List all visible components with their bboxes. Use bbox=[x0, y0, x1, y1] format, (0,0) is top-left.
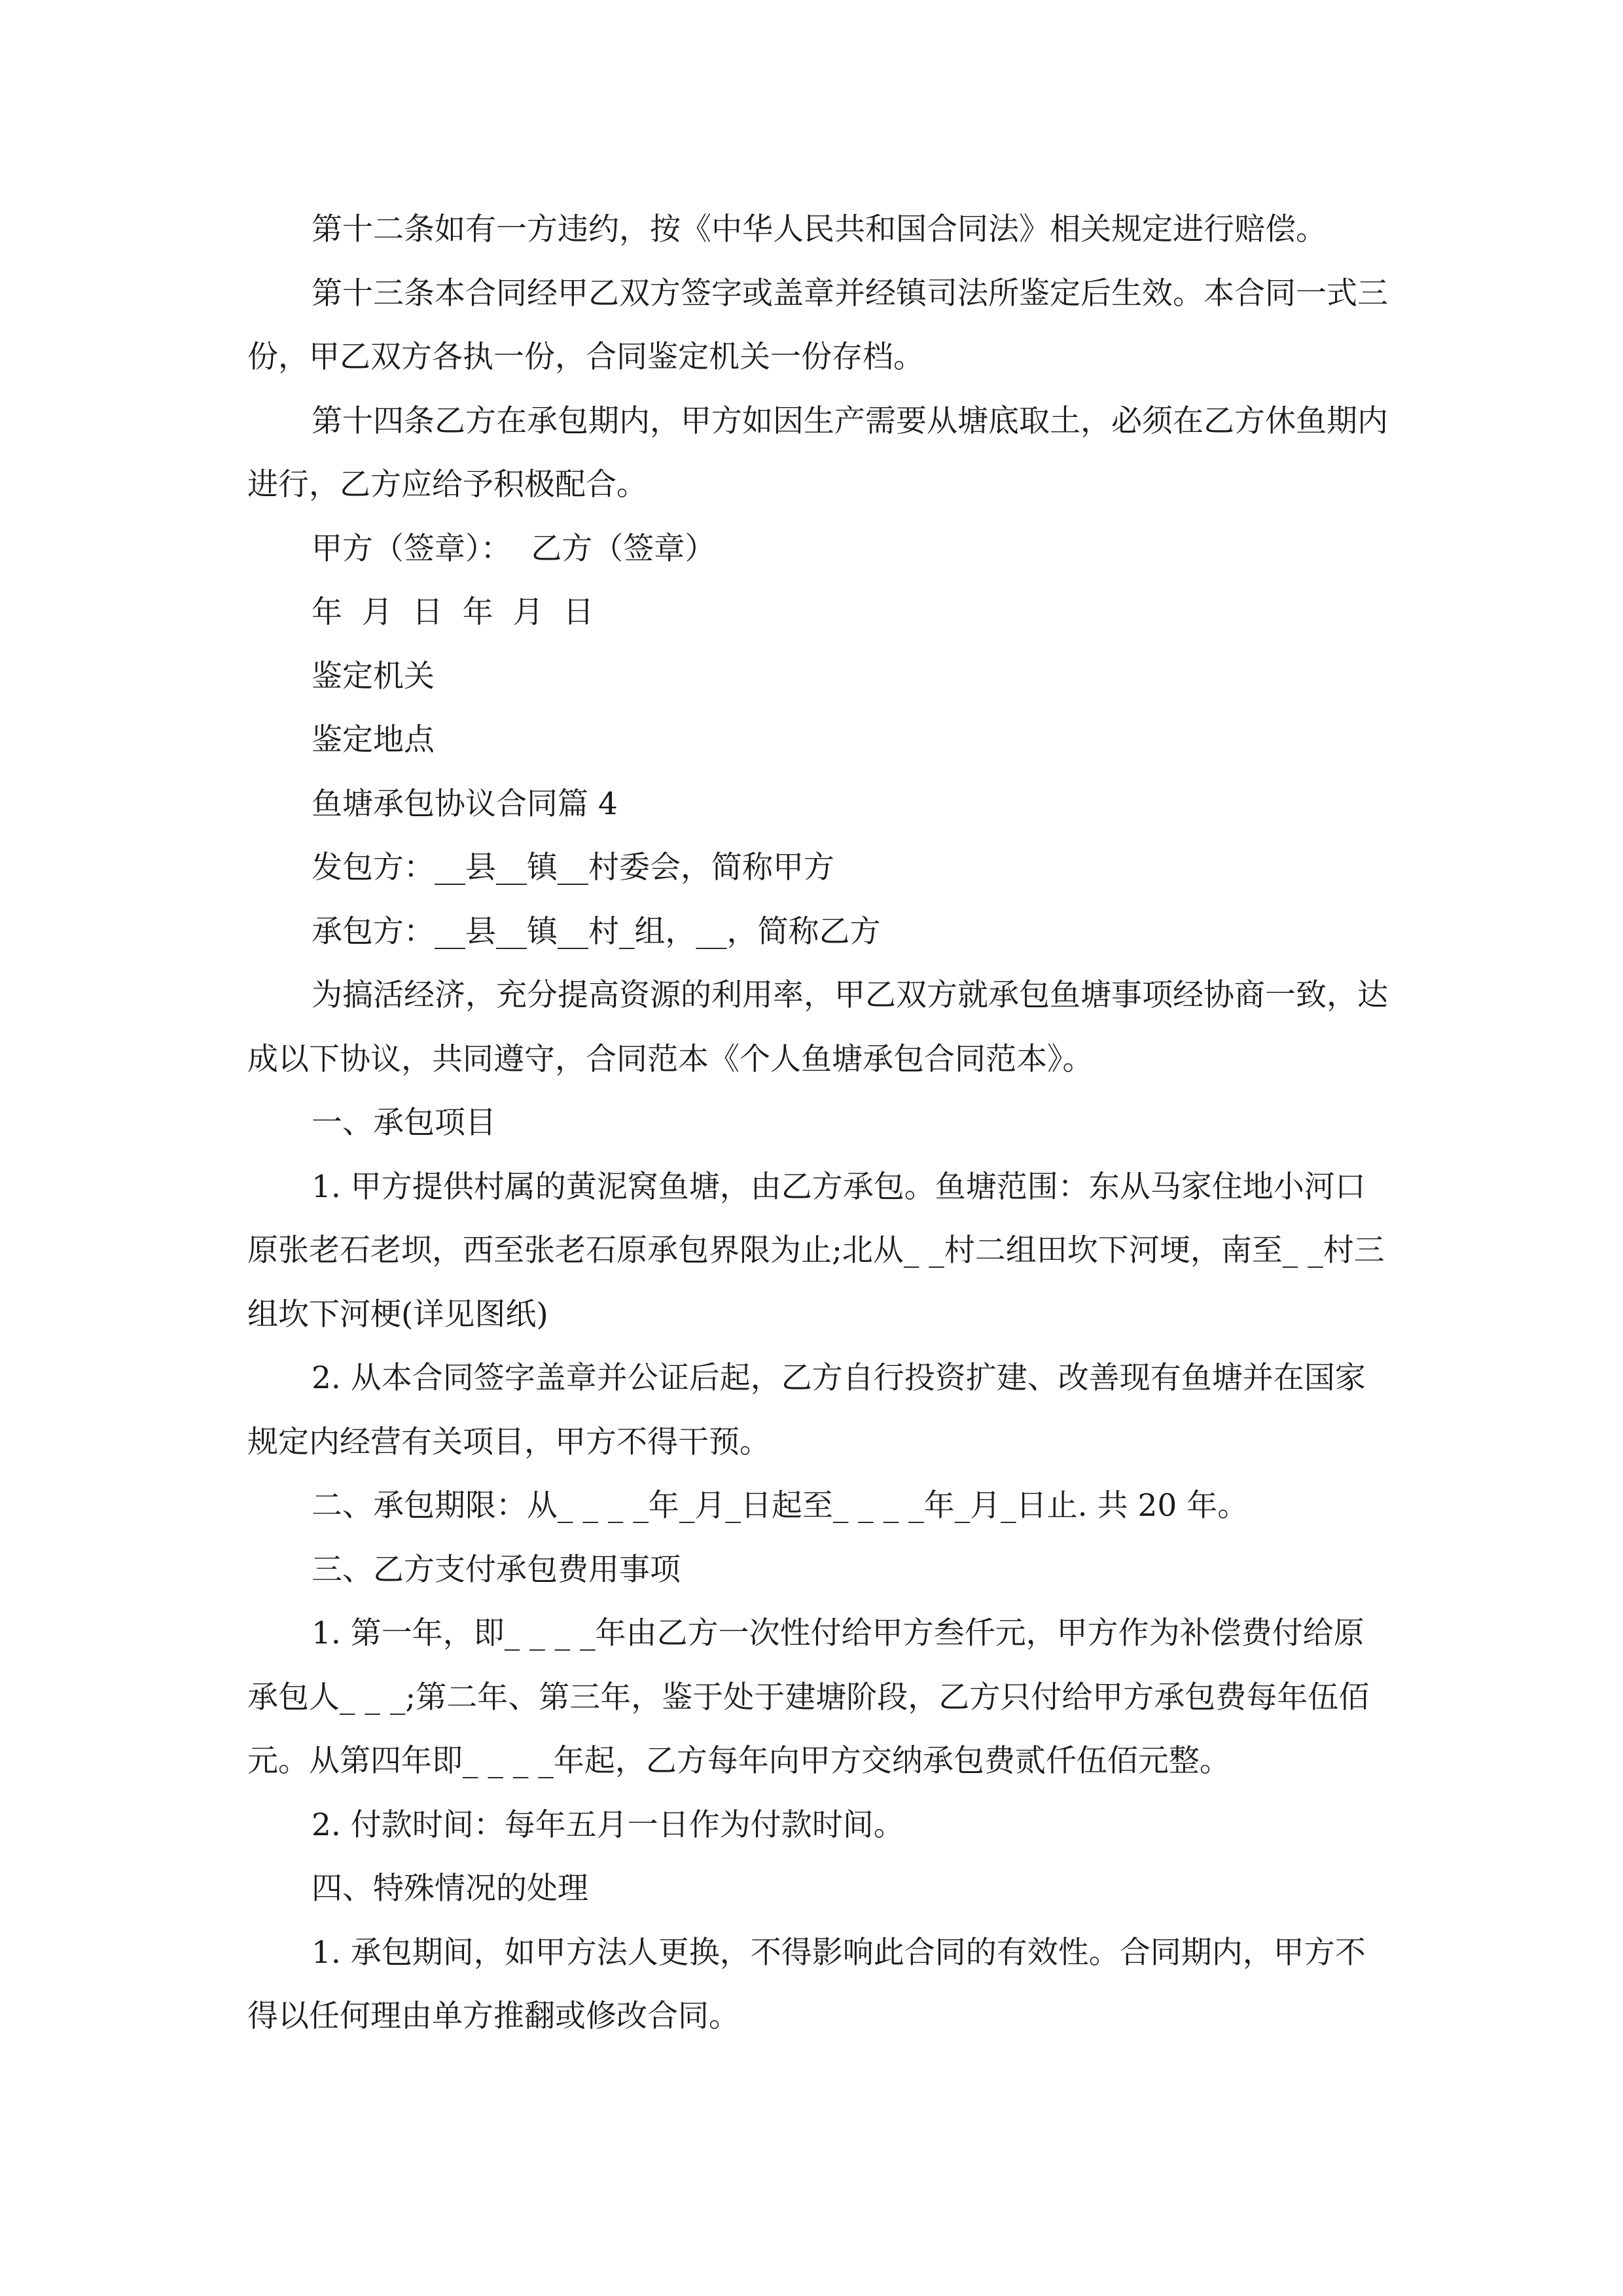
preamble: 为搞活经济，充分提高资源的利用率，甲乙双方就承包鱼塘事项经协商一致，达成以下协议，共同遵守，合同范本《个人鱼塘承包合同范本》。 bbox=[247, 977, 1388, 1077]
heading-contract-term: 二、承包期限：从_ _ _ _年_月_日起至_ _ _ _年_月_日止. 共 20 年。 bbox=[312, 1488, 1249, 1524]
special-item-1: 1. 承包期间，如甲方法人更换，不得影响此合同的有效性。合同期内，甲方不得以任何理由单方推翻或修改合同。 bbox=[247, 1934, 1366, 2034]
signature-line: 甲方（签章）： 乙方（签章） bbox=[312, 530, 716, 567]
appraisal-authority: 鉴定机关 bbox=[312, 658, 435, 694]
party-a: 发包方：__县__镇__村委会，简称甲方 bbox=[312, 850, 834, 886]
clause-12: 第十二条如有一方违约，按《中华人民共和国合同法》相关规定进行赔偿。 bbox=[312, 211, 1327, 247]
date-line: 年 月 日 年 月 日 bbox=[312, 594, 594, 630]
fee-item-2: 2. 付款时间：每年五月一日作为付款时间。 bbox=[312, 1806, 904, 1843]
clause-14: 第十四条乙方在承包期内，甲方如因生产需要从塘底取土，必须在乙方休鱼期内进行，乙方应给予积极配合。 bbox=[247, 403, 1388, 503]
document-page bbox=[247, 198, 1394, 2049]
item-1-pond-scope: 1. 甲方提供村属的黄泥窝鱼塘，由乙方承包。鱼塘范围：东从马家住地小河口原张老石老坝，西至张老石原承包界限为止;北从_ _村二组田坎下河埂，南至_ _村三组坎下河梗(详见图纸) bbox=[247, 1168, 1385, 1333]
item-2-investment: 2. 从本合同签字盖章并公证后起，乙方自行投资扩建、改善现有鱼塘并在国家规定内经营有关项目，甲方不得干预。 bbox=[247, 1360, 1366, 1460]
heading-contract-item: 一、承包项目 bbox=[312, 1105, 496, 1141]
fee-item-1: 1. 第一年，即_ _ _ _年由乙方一次性付给甲方叁仟元，甲方作为补偿费付给原承包人_ _ _;第二年、第三年，鉴于处于建塘阶段，乙方只付给甲方承包费每年伍佰元。从第四年即_ _ _ _年起，乙方每年向甲方交纳承包费贰仟伍佰元整。 bbox=[247, 1615, 1370, 1779]
heading-special-cases: 四、特殊情况的处理 bbox=[312, 1871, 588, 1907]
clause-13: 第十三条本合同经甲乙双方签字或盖章并经镇司法所鉴定后生效。本合同一式三份，甲乙双方各执一份，合同鉴定机关一份存档。 bbox=[247, 275, 1388, 375]
party-b: 承包方：__县__镇__村_组，__，简称乙方 bbox=[312, 913, 881, 950]
heading-fee-payment: 三、乙方支付承包费用事项 bbox=[312, 1551, 681, 1588]
appraisal-location: 鉴定地点 bbox=[312, 722, 435, 758]
section-title: 鱼塘承包协议合同篇 4 bbox=[312, 785, 618, 822]
